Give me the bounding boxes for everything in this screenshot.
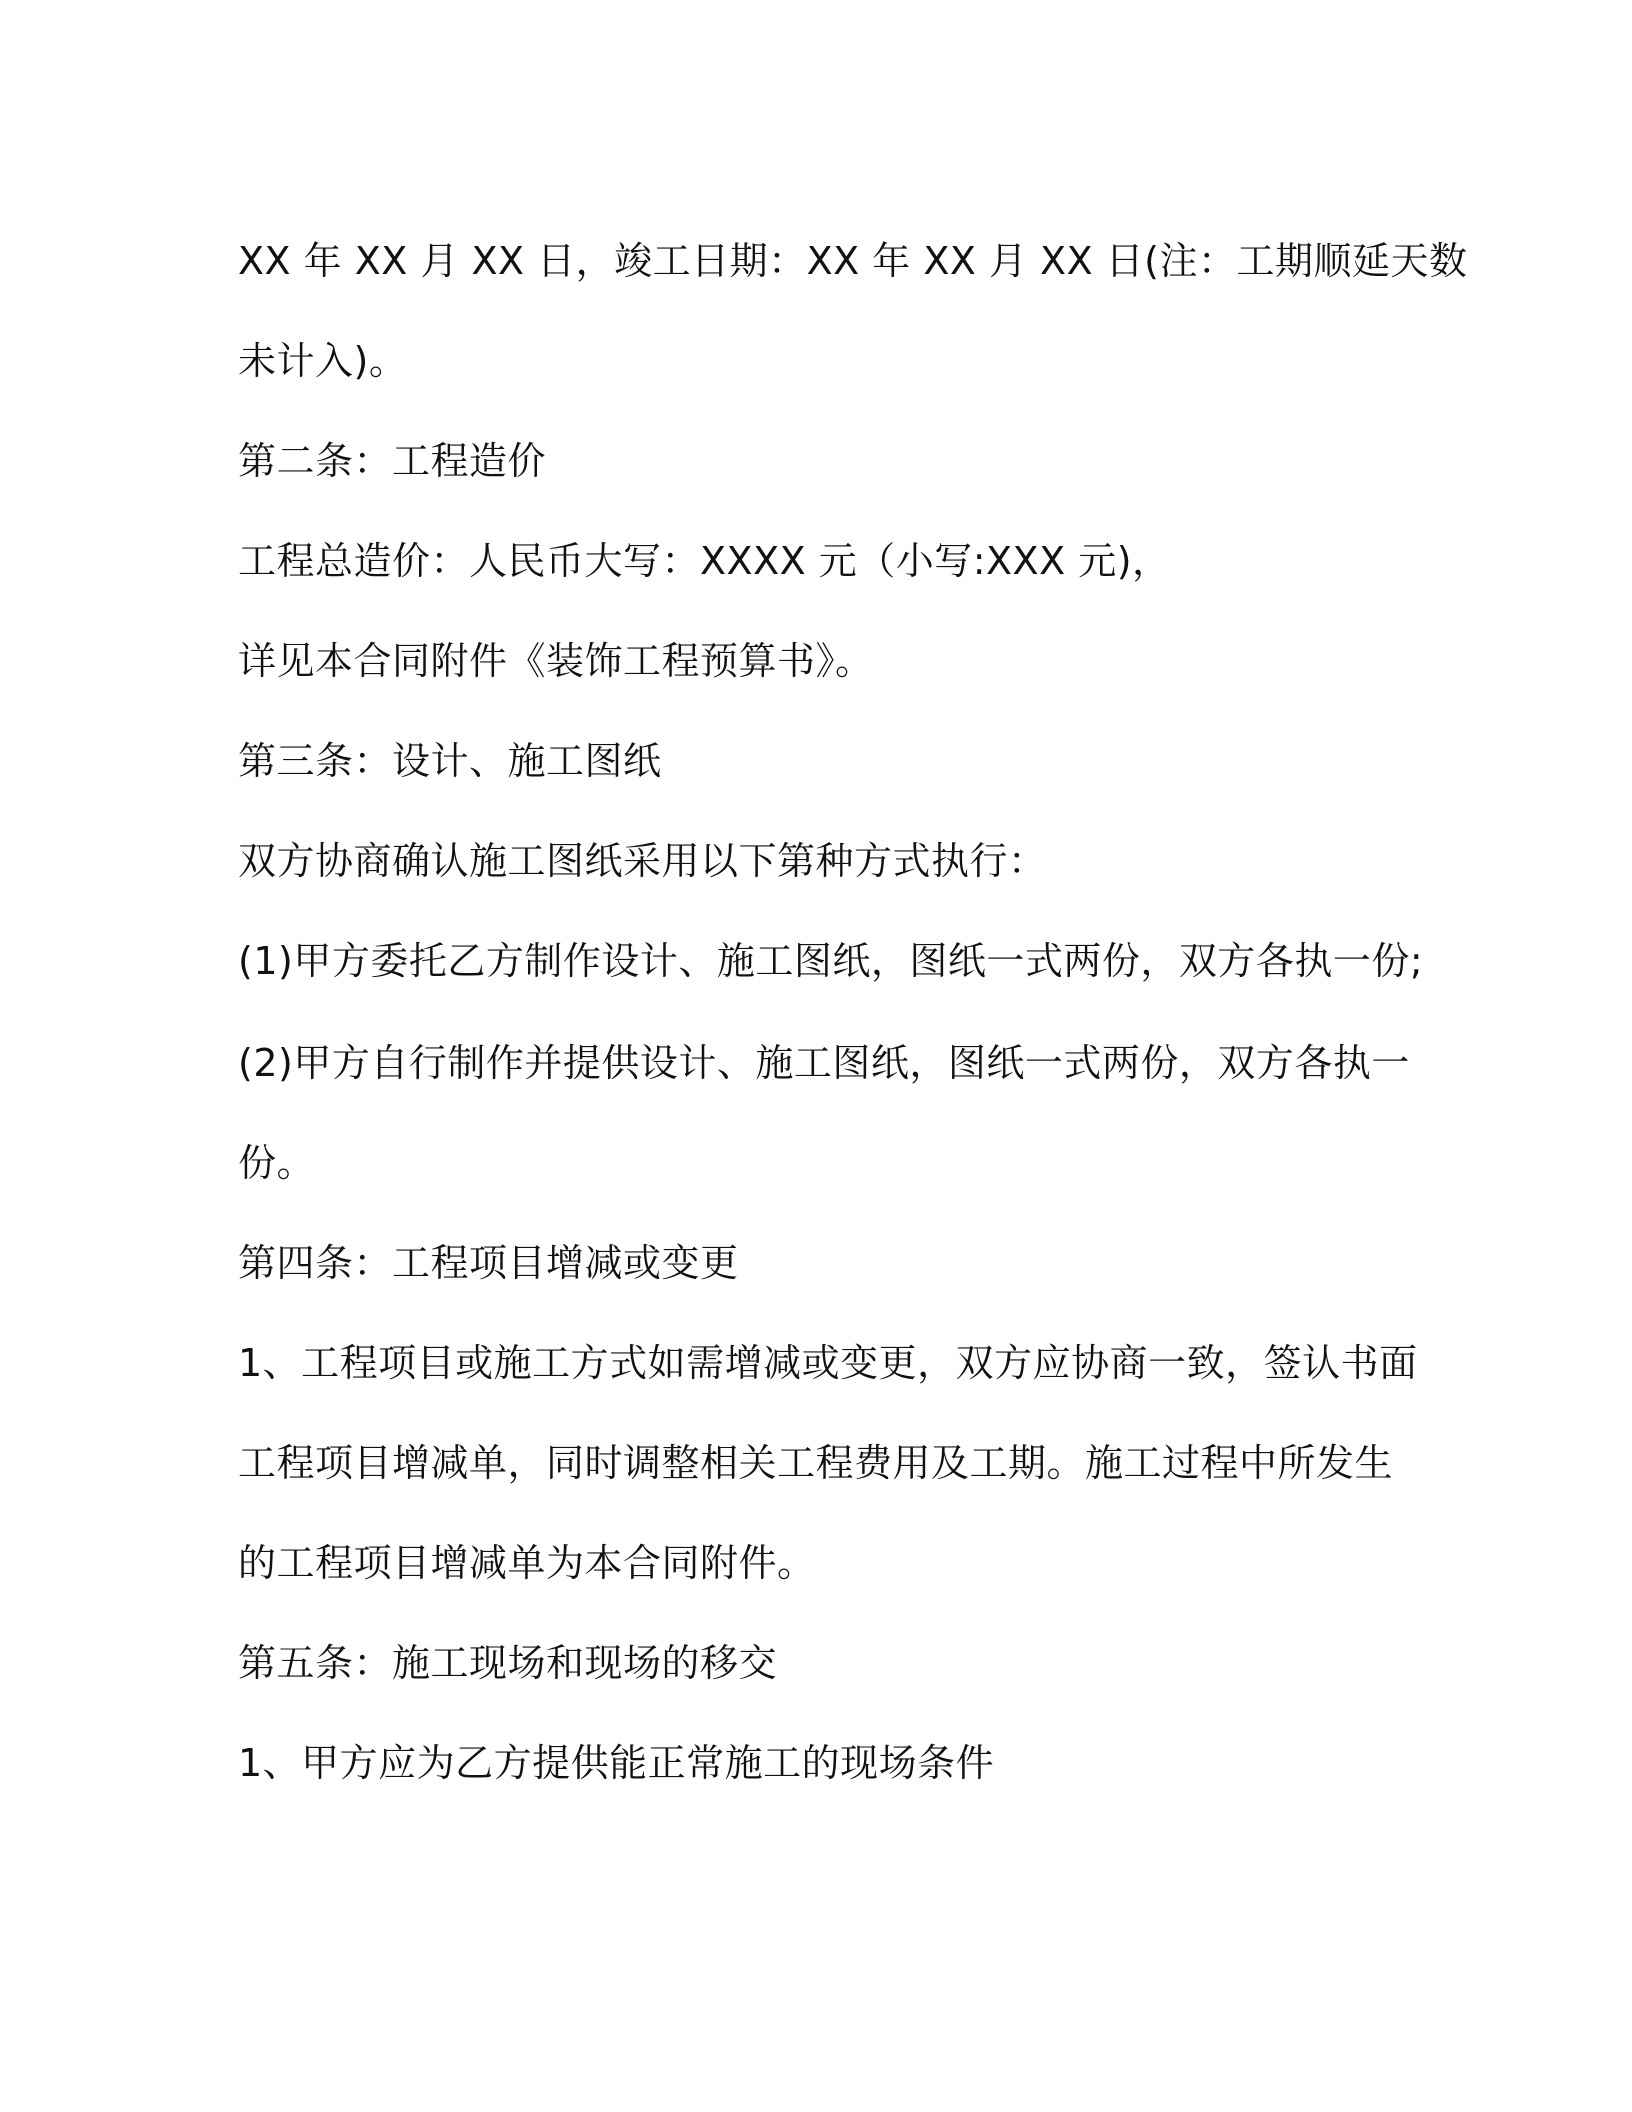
section-heading: 第四条：工程项目增减或变更 [238,1241,739,1285]
body-text-line: (2)甲方自行制作并提供设计、施工图纸，图纸一式两份，双方各执一 [238,1041,1410,1085]
body-text-line: 工程项目增减单，同时调整相关工程费用及工期。施工过程中所发生 [238,1441,1394,1485]
body-text-line: (1)甲方委托乙方制作设计、施工图纸，图纸一式两份，双方各执一份; [238,939,1424,983]
body-text-line: 工程总造价：人民币大写：XXXX 元（小写:XXX 元)， [238,539,1171,583]
section-heading: 第五条：施工现场和现场的移交 [238,1641,778,1685]
body-text-line: 的工程项目增减单为本合同附件。 [238,1541,816,1585]
body-text-line: 详见本合同附件《装饰工程预算书》。 [238,639,874,683]
body-text-line: 双方协商确认施工图纸采用以下第种方式执行： [238,839,1047,883]
section-heading: 第二条：工程造价 [238,439,547,483]
body-text-line: 份。 [238,1141,316,1185]
body-text-line: 1、甲方应为乙方提供能正常施工的现场条件 [238,1741,995,1785]
body-text-line: XX 年 XX 月 XX 日，竣工日期：XX 年 XX 月 XX 日(注：工期顺延天数 [238,239,1468,283]
body-text-line: 1、工程项目或施工方式如需增减或变更，双方应协商一致，签认书面 [238,1341,1418,1385]
body-text-line: 未计入)。 [238,339,408,383]
section-heading: 第三条：设计、施工图纸 [238,739,662,783]
